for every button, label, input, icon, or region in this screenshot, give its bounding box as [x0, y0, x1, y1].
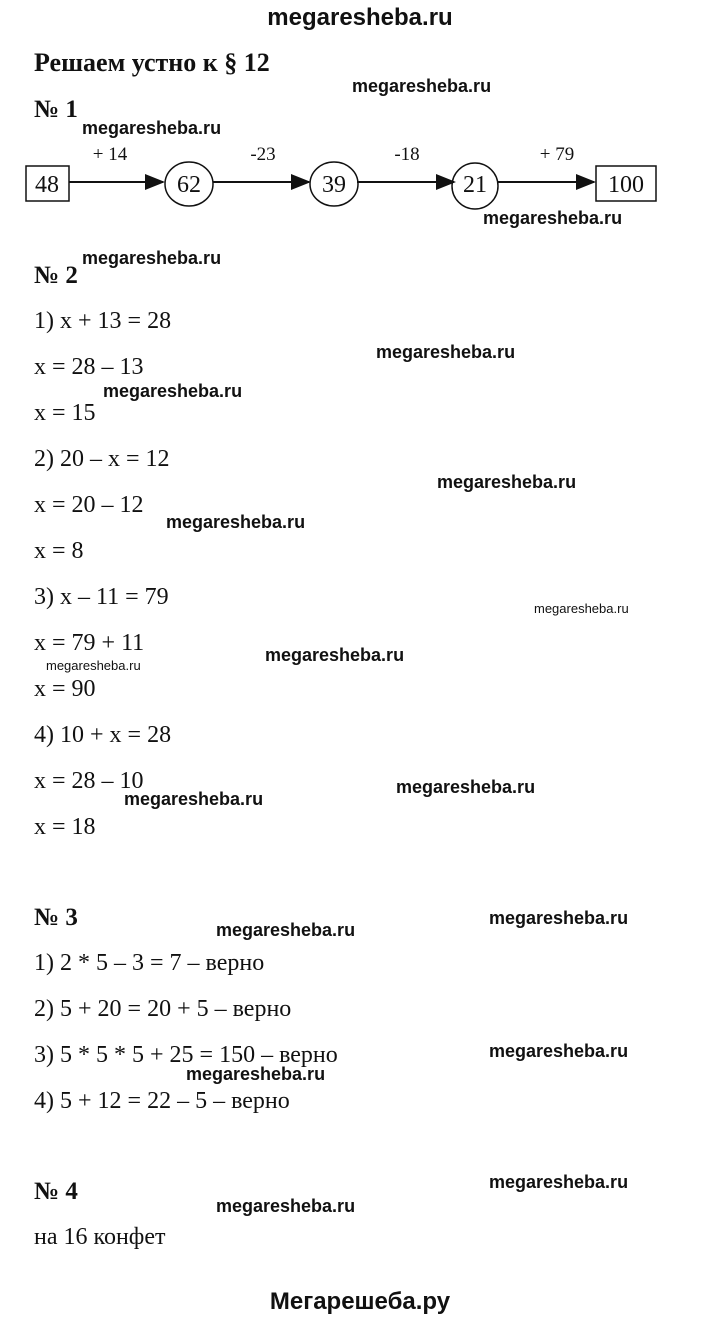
task3-line-4: 4) 5 + 12 = 22 – 5 – верно [34, 1088, 290, 1114]
task1-label: № 1 [34, 96, 78, 123]
end-value: 100 [608, 172, 644, 198]
circle-3-value: 21 [463, 172, 487, 198]
task2-line-8: x = 79 + 11 [34, 630, 145, 656]
circle-1-value: 62 [177, 172, 201, 198]
watermark: megaresheba.ru [216, 1196, 356, 1216]
watermark: megaresheba.ru [82, 118, 222, 138]
task2-line-4: 2) 20 – x = 12 [34, 446, 170, 472]
site-footer: Мегарешеба.ру [269, 1288, 451, 1315]
watermark: megaresheba.ru [396, 777, 536, 797]
watermark: megaresheba.ru [186, 1064, 326, 1084]
watermark: megaresheba.ru [489, 1172, 629, 1192]
task2-line-7: 3) x – 11 = 79 [34, 584, 169, 610]
watermark: megaresheba.ru [534, 601, 629, 616]
task2-line-12: x = 18 [34, 814, 96, 840]
watermark: megaresheba.ru [483, 208, 623, 228]
task2-label: № 2 [34, 262, 78, 289]
task3-line-1: 1) 2 * 5 – 3 = 7 – верно [34, 950, 265, 976]
op-label-3: -18 [394, 144, 420, 165]
task2-line-11: x = 28 – 10 [34, 768, 144, 794]
watermark: megaresheba.ru [489, 908, 629, 928]
task2-line-6: x = 8 [34, 538, 84, 564]
watermark: megaresheba.ru [437, 472, 577, 492]
task2-line-9: x = 90 [34, 676, 96, 702]
watermark: megaresheba.ru [216, 920, 356, 940]
watermark: megaresheba.ru [46, 658, 141, 673]
watermark: megaresheba.ru [489, 1041, 629, 1061]
task3-line-3: 3) 5 * 5 * 5 + 25 = 150 – верно [34, 1042, 338, 1068]
op-label-2: -23 [250, 144, 276, 165]
site-header: megaresheba.ru [267, 4, 453, 31]
start-value: 48 [35, 172, 59, 198]
page-title: Решаем устно к § 12 [34, 48, 270, 77]
task4-label: № 4 [34, 1178, 78, 1205]
watermark: megaresheba.ru [124, 789, 264, 809]
watermark: megaresheba.ru [376, 342, 516, 362]
task4-answer: на 16 конфет [34, 1224, 166, 1250]
circle-2-value: 39 [322, 172, 346, 198]
task2-line-5: x = 20 – 12 [34, 492, 144, 518]
watermark: megaresheba.ru [166, 512, 306, 532]
task2-line-10: 4) 10 + x = 28 [34, 722, 172, 748]
op-label-1: + 14 [92, 144, 128, 165]
watermark: megaresheba.ru [103, 381, 243, 401]
task2-line-1: 1) x + 13 = 28 [34, 308, 172, 334]
task2-line-2: x = 28 – 13 [34, 354, 144, 380]
watermark: megaresheba.ru [352, 76, 492, 96]
task3-label: № 3 [34, 904, 78, 931]
watermark: megaresheba.ru [265, 645, 405, 665]
op-label-4: + 79 [539, 144, 575, 165]
task2-line-3: x = 15 [34, 400, 96, 426]
watermark: megaresheba.ru [82, 248, 222, 268]
task3-line-2: 2) 5 + 20 = 20 + 5 – верно [34, 996, 292, 1022]
